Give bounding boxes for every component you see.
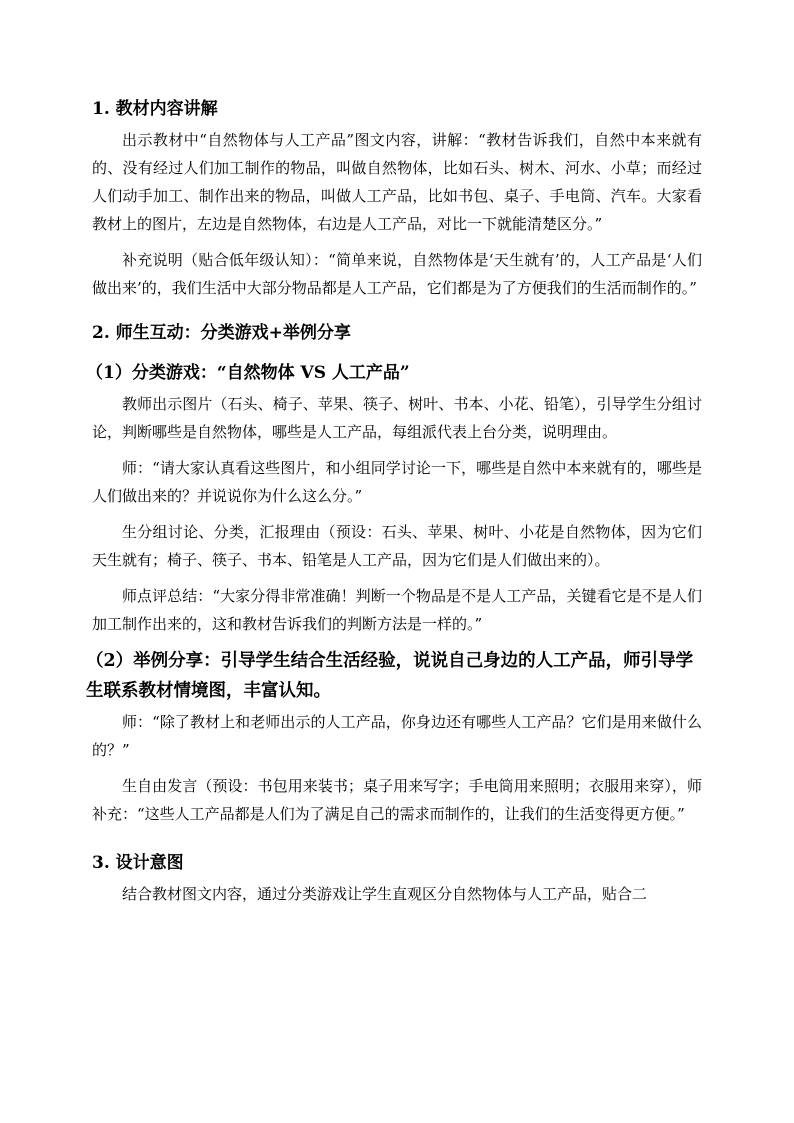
paragraph: 师：“请大家认真看这些图片，和小组同学讨论一下，哪些是自然中本来就有的，哪些是人们做出来的？并说说你为什么这么分。” <box>92 459 702 505</box>
section-heading-1: 1. 教材内容讲解 <box>92 99 218 119</box>
paragraph: 结合教材图文内容，通过分类游戏让学生直观区分自然物体与人工产品，贴合二 <box>122 885 648 903</box>
section-heading-3: 3. 设计意图 <box>92 853 184 873</box>
paragraph: 师点评总结：“大家分得非常准确！判断一个物品是不是人工产品，关键看它是不是人们加工制作出来的，这和教材告诉我们的判断方法是一样的。” <box>92 587 702 633</box>
paragraph: 生分组讨论、分类，汇报理由（预设：石头、苹果、树叶、小花是自然物体，因为它们天生就有；椅子、筷子、书本、铅笔是人工产品，因为它们是人们做出来的）。 <box>92 523 702 569</box>
subsection-heading-1: （1）分类游戏：“自然物体 VS 人工产品” <box>86 363 410 383</box>
paragraph: 出示教材中“自然物体与人工产品”图文内容，讲解：“教材告诉我们，自然中本来就有的、没有经过人们加工制作的物品，叫做自然物体，比如石头、树木、河水、小草；而经过人们动手加工、制作出来的物品，叫做人工产品，比如书包、桌子、手电筒、汽车。大家看教材上的图片，左边是自然物体，右边是人工产品，对比一下就能清楚区分。” <box>92 131 702 233</box>
subsection-heading-2: （2）举例分享：引导学生结合生活经验，说说自己身边的人工产品，师引导学生联系教材情境图，丰富认知。 <box>86 651 694 701</box>
spacer <box>92 310 702 320</box>
paragraph: 教师出示图片（石头、椅子、苹果、筷子、树叶、书本、小花、铅笔），引导学生分组讨论，判断哪些是自然物体，哪些是人工产品，每组派代表上台分类，说明理由。 <box>92 395 702 441</box>
spacer <box>92 350 702 360</box>
section-heading-2: 2. 师生互动：分类游戏+举例分享 <box>92 323 351 343</box>
document-body <box>86 96 702 916</box>
paragraph: 补充说明（贴合低年级认知）：“简单来说，自然物体是‘天生就有’的，人工产品是‘人们做出来’的，我们生活中大部分物品都是人工产品，它们都是为了方便我们的生活而制作的。” <box>92 251 702 297</box>
paragraph: 生自由发言（预设：书包用来装书；桌子用来写字；手电筒用来照明；衣服用来穿），师补充：“这些人工产品都是人们为了满足自己的需求而制作的，让我们的生活变得更方便。” <box>92 777 702 823</box>
paragraph: 师：“除了教材上和老师出示的人工产品，你身边还有哪些人工产品？它们是用来做什么的？” <box>92 713 702 759</box>
spacer <box>92 836 702 850</box>
